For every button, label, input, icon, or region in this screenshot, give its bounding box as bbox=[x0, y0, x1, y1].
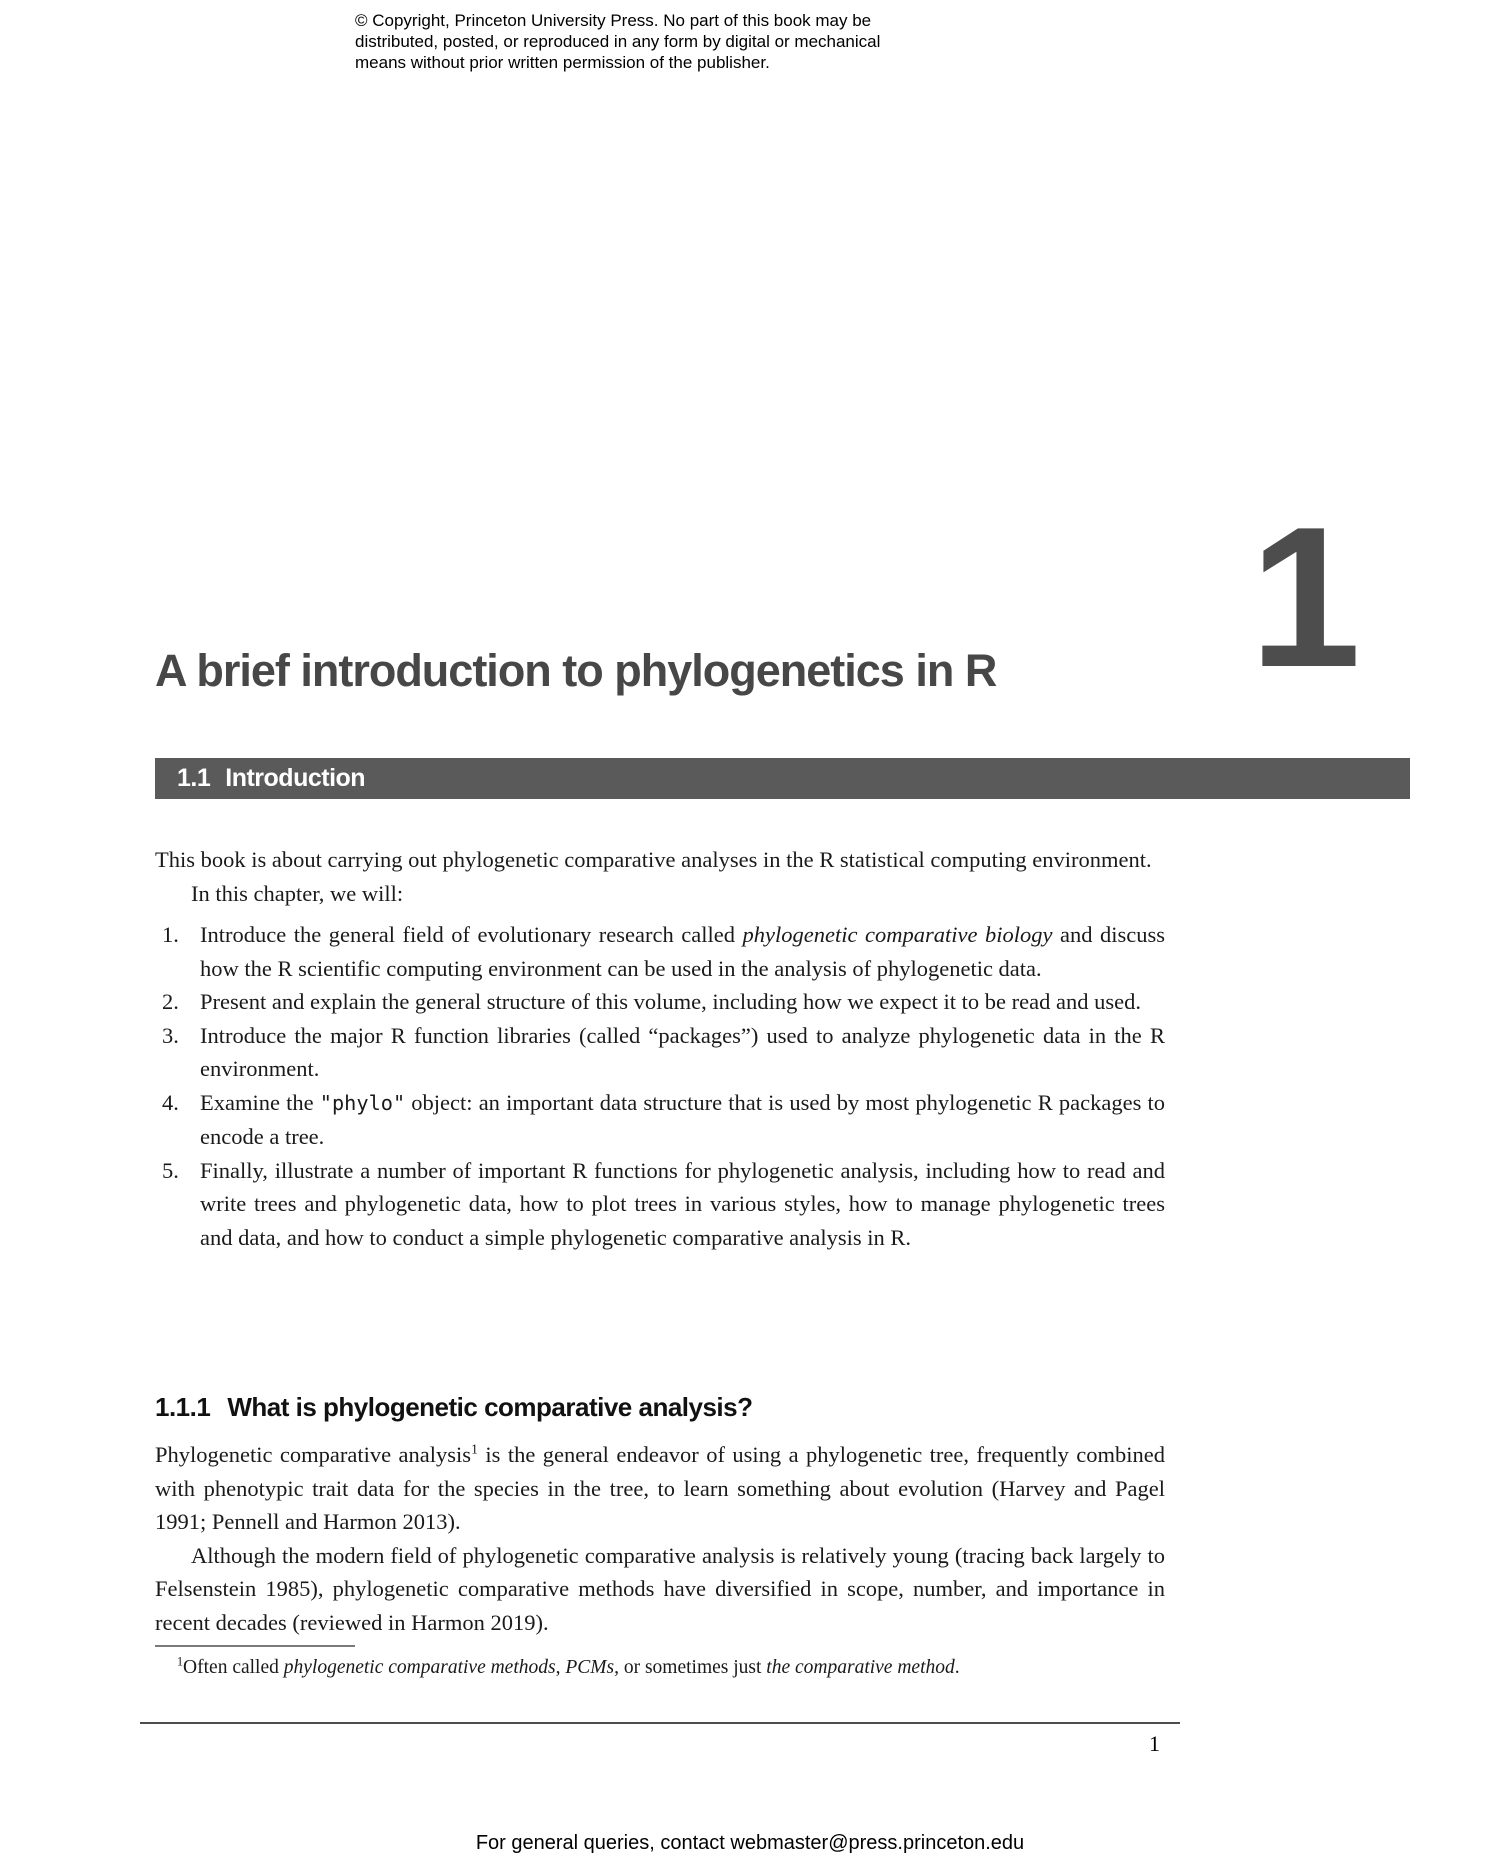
text-run: object: an important data structure that is used by most phylogenetic R packages to encode a tree. bbox=[200, 1089, 1165, 1149]
subsection-heading bbox=[155, 1392, 1165, 1423]
text-run: PCMs bbox=[565, 1657, 615, 1678]
footer-contact-line: For general queries, contact webmaster@press.princeton.edu bbox=[475, 1832, 1025, 1854]
list-item-marker: 4. bbox=[162, 1089, 179, 1115]
list-item-text bbox=[200, 1154, 1165, 1255]
footnote-block bbox=[155, 1645, 1165, 1681]
copyright-notice bbox=[355, 10, 935, 73]
section-title: Introduction bbox=[225, 764, 366, 792]
list-item bbox=[155, 985, 1165, 1019]
subsection-title: What is phylogenetic comparative analysis? bbox=[227, 1392, 753, 1422]
text-run: is the general endeavor of using a phylogenetic tree, frequently combined with phenotypic trait data for the species in the tree, to learn something about evolution (Harvey and Pagel 1991; Pennell and Harmon 2013). bbox=[155, 1442, 1165, 1534]
subsection-number: 1.1.1 bbox=[155, 1392, 211, 1422]
intro-paragraph: This book is about carrying out phylogenetic comparative analyses in the R statistical computing environment. bbox=[155, 847, 1152, 872]
footnote-rule bbox=[155, 1645, 355, 1647]
text-run: Introduce the general field of evolutionary research called bbox=[200, 922, 743, 947]
section-number: 1.1 bbox=[177, 764, 211, 792]
text-run: the comparative method bbox=[766, 1657, 955, 1678]
chapter-goals-list bbox=[155, 918, 1165, 1254]
page-number: 1 bbox=[1149, 1731, 1160, 1756]
list-item-marker: 3. bbox=[162, 1022, 179, 1048]
text-run: phylogenetic comparative biology bbox=[742, 922, 1053, 947]
body-paragraph bbox=[155, 1539, 1165, 1640]
list-item bbox=[155, 1154, 1165, 1255]
list-item bbox=[155, 918, 1165, 985]
text-run: Often called bbox=[183, 1657, 284, 1678]
text-run: Examine the bbox=[200, 1089, 320, 1115]
text-run: Present and explain the general structure of this volume, including how we expect it to be read and used. bbox=[200, 989, 1141, 1014]
chapter-number: 1 bbox=[1249, 486, 1355, 709]
text-run: Introduce the major R function libraries (called “packages”) used to analyze phylogenetic data in the R environment. bbox=[200, 1022, 1165, 1081]
text-run: phylogenetic comparative methods bbox=[283, 1657, 556, 1678]
section-header-bar bbox=[155, 758, 1410, 799]
copyright-line: means without prior written permission of the publisher. bbox=[355, 53, 770, 72]
lead-in-text: In this chapter, we will: bbox=[191, 880, 404, 906]
page-title: A brief introduction to phylogenetics in R bbox=[155, 645, 997, 696]
copyright-line: © Copyright, Princeton University Press. No part of this book may be bbox=[355, 11, 872, 30]
text-run: 1 bbox=[471, 1442, 478, 1458]
copyright-line: distributed, posted, or reproduced in any form by digital or mechanical bbox=[355, 32, 881, 51]
list-item-text bbox=[200, 1086, 1165, 1154]
list-item-marker: 2. bbox=[162, 989, 179, 1014]
list-item-text bbox=[200, 918, 1165, 985]
list-item bbox=[155, 1019, 1165, 1086]
list-item-text bbox=[200, 1019, 1165, 1086]
body-paragraph bbox=[155, 1438, 1165, 1539]
footnote-text bbox=[155, 1655, 1165, 1681]
list-item-text bbox=[200, 985, 1165, 1019]
text-run: Phylogenetic comparative analysis bbox=[155, 1442, 471, 1467]
page-bottom-rule bbox=[140, 1722, 1180, 1724]
text-run: , bbox=[555, 1657, 566, 1678]
text-run: Although the modern field of phylogenetic comparative analysis is relatively young (tracing back largely to Felsenstein 1985), phylogenetic comparative methods have diversified in scope, number, and importance in recent decades (reviewed in Harmon 2019). bbox=[155, 1542, 1165, 1635]
introduction-body bbox=[155, 843, 1165, 1254]
text-run: and discuss how the R scientific computing environment can be used in the analysis of phylogenetic data. bbox=[200, 922, 1166, 981]
text-run: 1 bbox=[177, 1654, 184, 1669]
text-run: Finally, illustrate a number of important R functions for phylogenetic analysis, including how to read and write trees and phylogenetic data, how to plot trees in various styles, how to manage phylogenetic trees and data, and how to conduct a simple phylogenetic comparative analysis in R. bbox=[200, 1157, 1165, 1250]
text-run: . bbox=[954, 1657, 960, 1678]
text-run: , or sometimes just bbox=[614, 1657, 767, 1678]
list-item-marker: 5. bbox=[162, 1157, 179, 1183]
list-item-marker: 1. bbox=[162, 922, 179, 947]
text-run: "phylo" bbox=[319, 1090, 406, 1115]
analysis-section bbox=[155, 1438, 1165, 1639]
list-item bbox=[155, 1086, 1165, 1154]
